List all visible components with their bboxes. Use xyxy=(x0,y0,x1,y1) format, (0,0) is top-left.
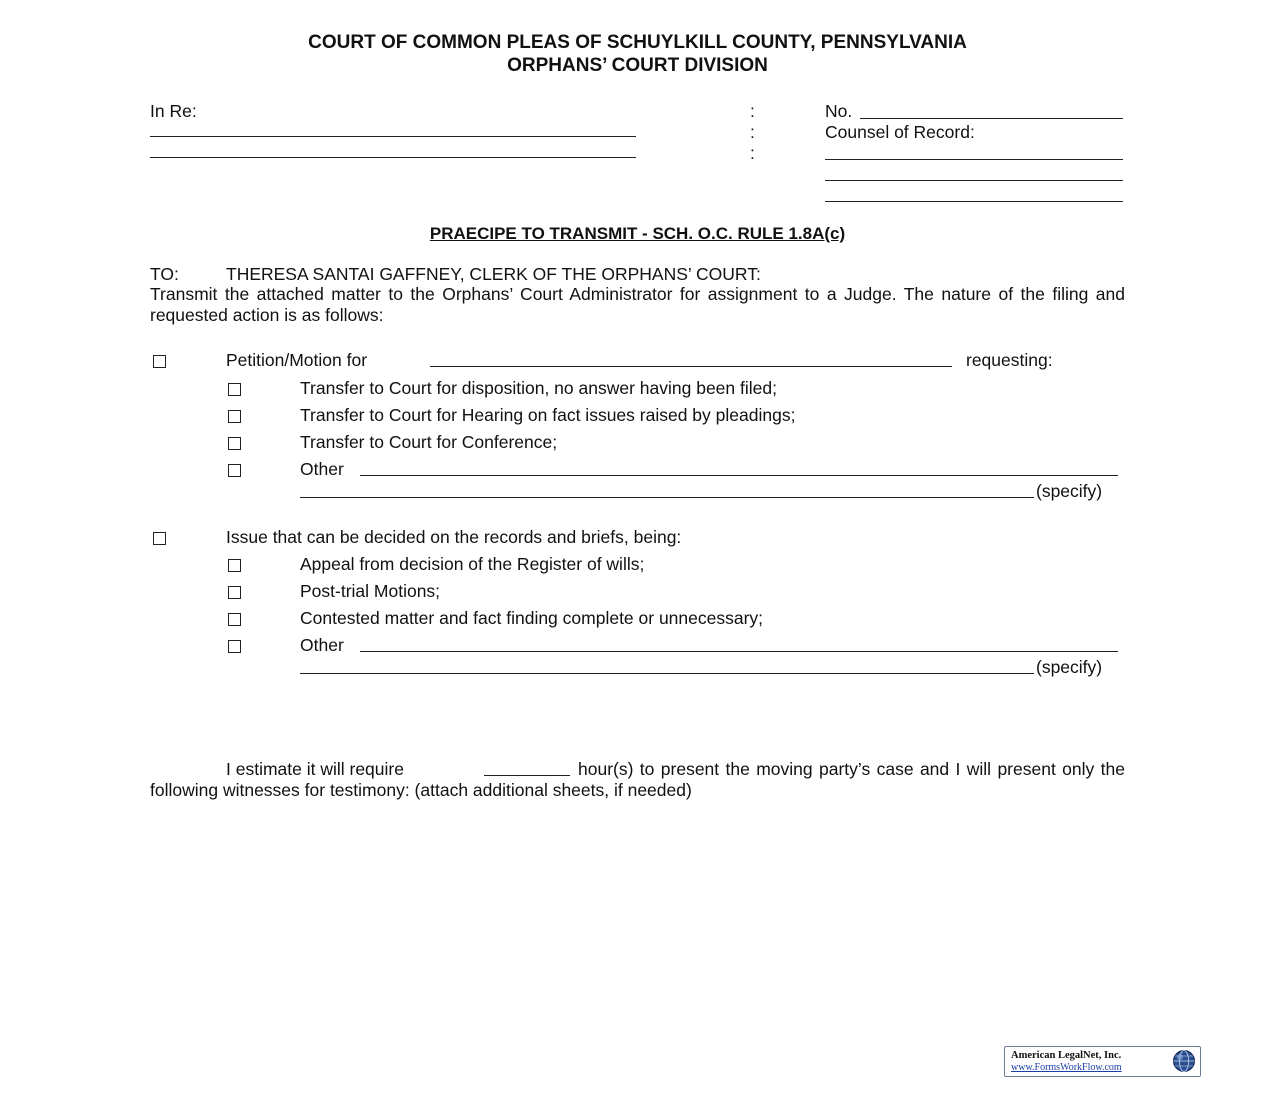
logo-url[interactable]: www.FormsWorkFlow.com xyxy=(1011,1062,1122,1073)
section1-specify-label: (specify) xyxy=(1036,481,1103,501)
logo-company-name: American LegalNet, Inc. xyxy=(1011,1050,1122,1061)
case-number-label: No. xyxy=(825,101,853,121)
appeal-register-label: Appeal from decision of the Register of wills; xyxy=(300,554,645,574)
transfer-hearing-label: Transfer to Court for Hearing on fact issues raised by pleadings; xyxy=(300,405,796,425)
counsel-label: Counsel of Record: xyxy=(825,122,975,142)
transfer-disposition-checkbox[interactable] xyxy=(228,383,241,396)
section2-other-line-1[interactable] xyxy=(360,651,1118,652)
section2-other-line-2[interactable] xyxy=(300,673,1034,674)
transmit-instruction: Transmit the attached matter to the Orphans’ Court Administrator for assignment to a Judge. The nature of the filing and requested action is as follows: xyxy=(150,284,1125,325)
requesting-label: requesting: xyxy=(966,350,1053,370)
petition-motion-line[interactable] xyxy=(430,366,952,367)
section2-other-checkbox[interactable] xyxy=(228,640,241,653)
estimate-lead: I estimate it will require xyxy=(226,759,404,779)
post-trial-label: Post-trial Motions; xyxy=(300,581,441,601)
to-addressee: THERESA SANTAI GAFFNEY, CLERK OF THE ORPHANS’ COURT: xyxy=(226,264,761,284)
to-label: TO: xyxy=(150,264,179,284)
caption-colon-2: : xyxy=(750,122,755,142)
appeal-register-checkbox[interactable] xyxy=(228,559,241,572)
transfer-hearing-checkbox[interactable] xyxy=(228,410,241,423)
in-re-label: In Re: xyxy=(150,101,197,121)
transfer-conference-checkbox[interactable] xyxy=(228,437,241,450)
petition-motion-checkbox[interactable] xyxy=(153,355,166,368)
case-number-line[interactable] xyxy=(860,118,1123,119)
contested-matter-checkbox[interactable] xyxy=(228,613,241,626)
form-title: PRAECIPE TO TRANSMIT - SCH. O.C. RULE 1.8A(c) xyxy=(429,224,846,243)
counsel-line-1[interactable] xyxy=(825,159,1123,160)
section1-other-line-1[interactable] xyxy=(360,475,1118,476)
records-briefs-checkbox[interactable] xyxy=(153,532,166,545)
in-re-line-1[interactable] xyxy=(150,136,636,137)
section1-other-line-2[interactable] xyxy=(300,497,1034,498)
section2-other-label: Other xyxy=(300,635,344,655)
counsel-line-2[interactable] xyxy=(825,180,1123,181)
estimate-text: hour(s) to present the moving party’s case and I will present only the following witnesses for testimony: (attach additional sheets, if needed) xyxy=(150,759,1125,800)
section2-specify-label: (specify) xyxy=(1036,657,1103,677)
american-legalnet-logo xyxy=(1004,1046,1201,1077)
transfer-disposition-label: Transfer to Court for disposition, no answer having been filed; xyxy=(300,378,777,398)
counsel-line-3[interactable] xyxy=(825,201,1123,202)
globe-icon xyxy=(1172,1049,1196,1073)
court-division: ORPHANS’ COURT DIVISION xyxy=(507,55,768,76)
petition-motion-label: Petition/Motion for xyxy=(226,350,368,370)
transfer-conference-label: Transfer to Court for Conference; xyxy=(300,432,558,452)
caption-colon-3: : xyxy=(750,143,755,163)
caption-colon-1: : xyxy=(750,101,755,121)
post-trial-checkbox[interactable] xyxy=(228,586,241,599)
contested-matter-label: Contested matter and fact finding complete or unnecessary; xyxy=(300,608,764,628)
section1-other-label: Other xyxy=(300,459,344,479)
court-name: COURT OF COMMON PLEAS OF SCHUYLKILL COUNTY, PENNSYLVANIA xyxy=(308,32,967,53)
section1-other-checkbox[interactable] xyxy=(228,464,241,477)
in-re-line-2[interactable] xyxy=(150,157,636,158)
records-briefs-label: Issue that can be decided on the records and briefs, being: xyxy=(226,527,682,547)
